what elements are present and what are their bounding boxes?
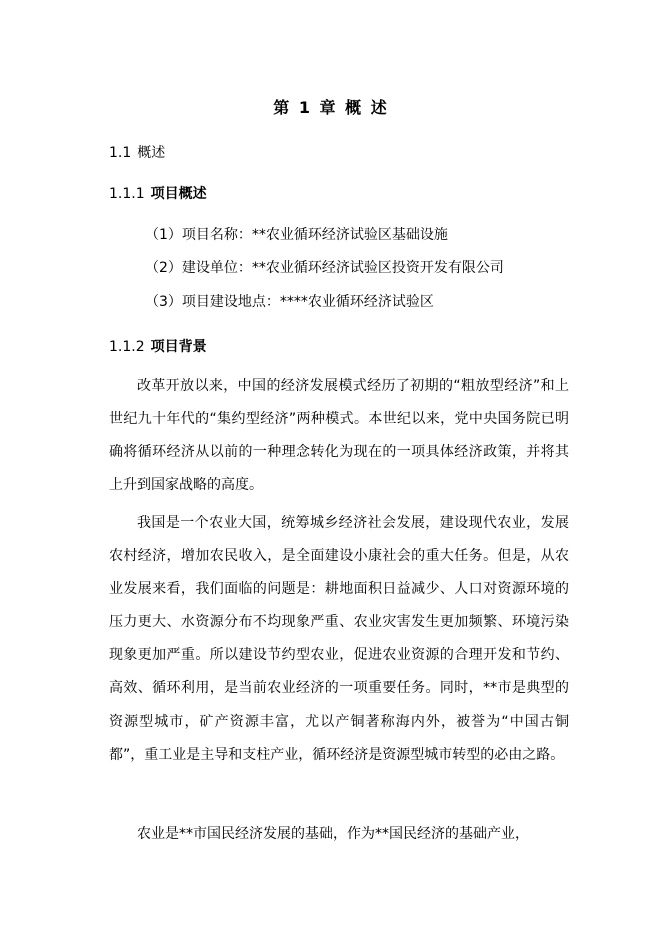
section-heading-1-1-1	[109, 183, 207, 205]
section-title: 概述	[137, 145, 166, 161]
project-item-location: （3）项目建设地点：****农业循环经济试验区	[145, 294, 434, 310]
section-heading-1-1	[109, 142, 165, 164]
section-number: 1.1.2	[109, 339, 145, 355]
section-title: 项目概述	[150, 186, 207, 202]
background-paragraph: 改革开放以来，中国的经济发展模式经历了初期的“粗放型经济”和上世纪九十年代的“集约型经济”两种模式。本世纪以来，党中央国务院已明确将循环经济从以前的一种理念转化为现在的一项具体经济政策，并将其上升到国家战略的高度。	[109, 378, 569, 494]
background-paragraph: 农业是**市国民经济发展的基础，作为**国民经济的基础产业，	[137, 826, 529, 842]
section-heading-1-1-2	[109, 336, 207, 358]
section-title: 项目背景	[150, 339, 207, 355]
background-paragraph: 我国是一个农业大国，统筹城乡经济社会发展，建设现代农业，发展农村经济，增加农民收入，是全面建设小康社会的重大任务。但是，从农业发展来看，我们面临的问题是：耕地面积日益减少、人口对资源环境的压力更大、水资源分布不均现象严重、农业灾害发生更加频繁、环境污染现象更加严重。所以建设节约型农业，促进农业资源的合理开发和节约、高效、循环利用，是当前农业经济的一项重要任务。同时，**市是典型的资源型城市，矿产资源丰富，尤以产铜著称海内外，被誉为“中国古铜都”，重工业是主导和支柱产业，循环经济是资源型城市转型的必由之路。	[109, 515, 569, 763]
section-number: 1.1.1	[109, 186, 145, 202]
project-item-builder: （2）建设单位：**农业循环经济试验区投资开发有限公司	[145, 260, 504, 276]
project-item-name: （1）项目名称：**农业循环经济试验区基础设施	[145, 227, 448, 243]
chapter-title: 第 1 章 概 述	[273, 98, 389, 117]
section-number: 1.1	[109, 145, 132, 161]
